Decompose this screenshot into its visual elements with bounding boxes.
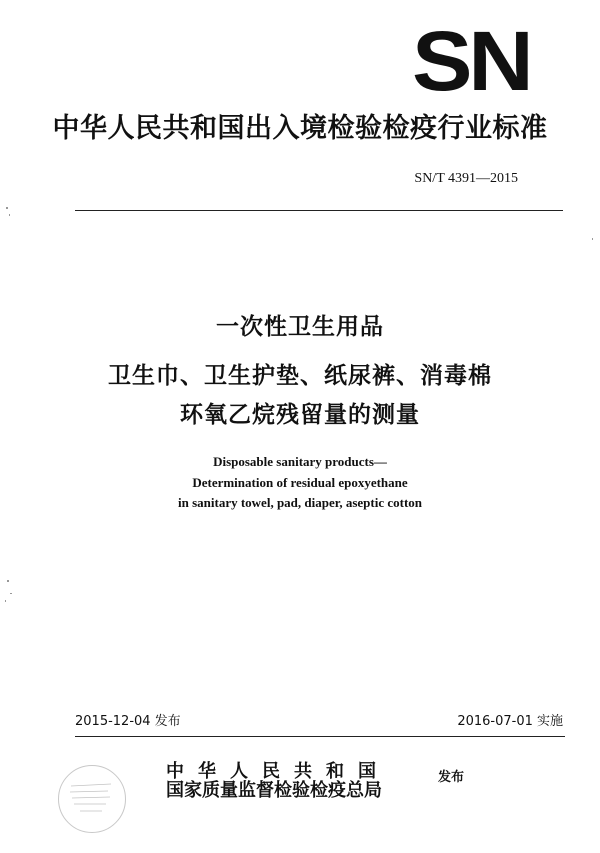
issue-date: 2015-12-04 发布 (75, 714, 181, 729)
issuer-line-1: 中华人民共和国 (166, 761, 390, 782)
effective-date: 2016-07-01 实施 (457, 714, 563, 729)
scan-speck (10, 593, 12, 594)
en-title-line-1: Disposable sanitary products— (213, 454, 387, 469)
en-title-line-2: Determination of residual epoxyethane (192, 475, 408, 490)
sn-logo: SN (412, 14, 530, 108)
standard-code: SN/T 4391—2015 (414, 171, 518, 186)
scan-speck (592, 238, 593, 240)
stamp-inner-marks (68, 778, 114, 818)
en-title-line-3: in sanitary towel, pad, diaper, aseptic cotton (178, 495, 422, 510)
cn-title-line-3: 环氧乙烷残留量的测量 (180, 402, 420, 428)
issue-label: 发布 (438, 770, 465, 785)
cn-title-line-1: 一次性卫生用品 (216, 314, 384, 340)
scan-speck (9, 214, 10, 216)
footer-divider (75, 736, 565, 737)
cn-title-line-2: 卫生巾、卫生护垫、纸尿裤、消毒棉 (108, 363, 492, 389)
scan-speck (6, 207, 8, 209)
org-title: 中华人民共和国出入境检验检疫行业标准 (52, 113, 548, 144)
scan-speck (7, 580, 9, 582)
issuer-line-2: 国家质量监督检验检疫总局 (166, 780, 382, 801)
header-divider (75, 210, 563, 211)
scan-speck (5, 600, 6, 602)
